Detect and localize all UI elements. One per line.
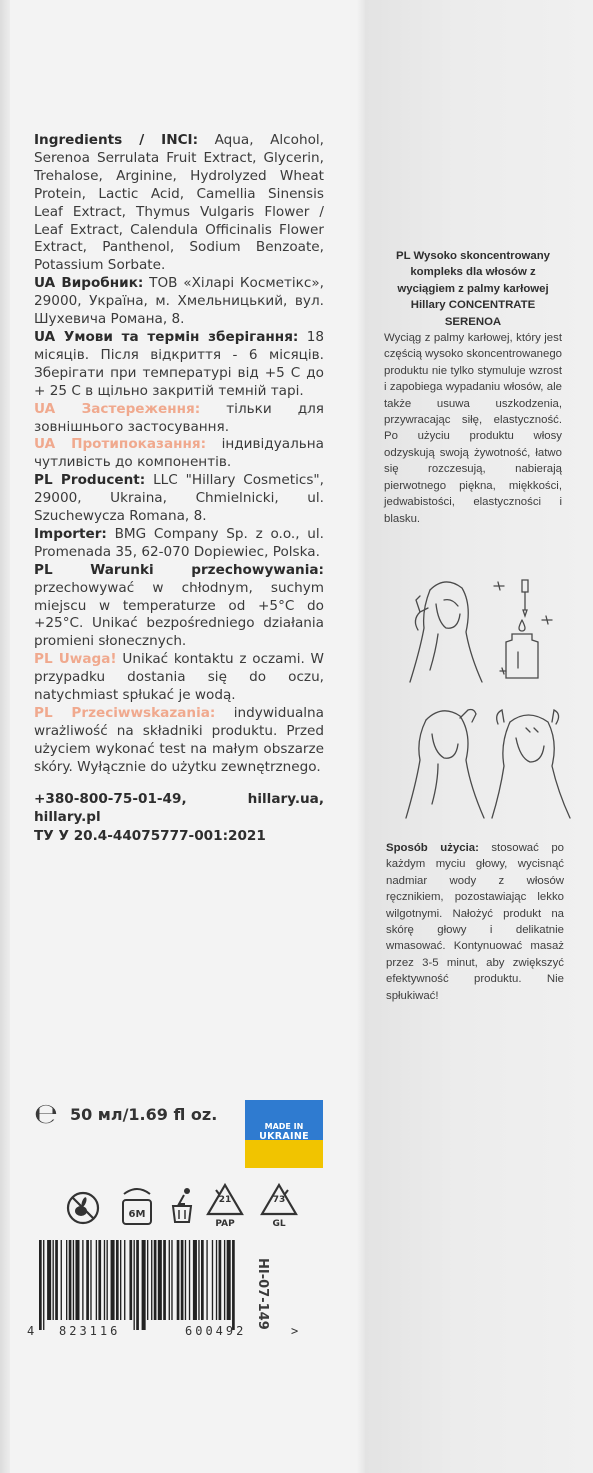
barcode-bar <box>98 1240 101 1320</box>
barcode-bar <box>185 1240 186 1320</box>
pl-producer-text: LLC "Hillary Cosmetics", 29000, Ukraina, Chmielnicki, ul. Szuchewycza Romana, 8. <box>34 472 324 525</box>
barcode-bar <box>90 1240 91 1320</box>
barcode-bar <box>47 1240 51 1320</box>
badge-line1: MADE IN <box>264 1122 304 1131</box>
barcode-bar <box>43 1240 44 1330</box>
pl-contra-paragraph <box>34 705 324 777</box>
inci-paragraph <box>34 132 324 275</box>
barcode-bar <box>53 1240 54 1320</box>
barcode-bar <box>219 1240 222 1320</box>
importer-text: BMG Company Sp. z o.o., ul. Promenada 35, 62-070 Dopiewiec, Polska. <box>34 525 324 560</box>
website-ua: hillary.ua, <box>247 790 324 807</box>
barcode-bar <box>66 1240 67 1320</box>
ua-contra-text: індивідуальна чутливість до компонентів. <box>34 436 324 471</box>
importer-paragraph <box>34 526 324 562</box>
ua-storage-label: UA Умови та термін зберігання: <box>34 328 299 345</box>
no-animal-testing-icon <box>65 1190 101 1230</box>
woman-applying-product-illustration <box>400 570 490 690</box>
gl-label: GL <box>272 1219 286 1229</box>
barcode-bar <box>111 1240 115 1320</box>
barcode-bar <box>61 1240 62 1320</box>
ua-contra-paragraph <box>34 436 324 472</box>
woman-spreading-product-illustration <box>398 700 490 822</box>
box-edge-shadow <box>0 0 10 1473</box>
label-text-block <box>34 132 324 846</box>
ua-contra-label: UA Протипоказання: <box>34 436 207 453</box>
pl-storage-paragraph <box>34 562 324 652</box>
woman-massaging-scalp-illustration <box>486 704 580 822</box>
made-in-ukraine-badge <box>245 1100 323 1168</box>
barcode-bar <box>142 1240 146 1330</box>
pao-label: 6M <box>128 1209 146 1220</box>
ua-producer-label: UA Виробник: <box>34 275 144 292</box>
barcode-bar <box>177 1240 180 1320</box>
dropper-bottle-illustration <box>488 576 558 686</box>
pap-label: PAP <box>215 1219 235 1229</box>
ua-storage-paragraph <box>34 329 324 401</box>
barcode-bar <box>154 1240 157 1320</box>
barcode-bar <box>193 1240 197 1320</box>
barcode-bar <box>86 1240 89 1320</box>
barcode-bar <box>212 1240 213 1320</box>
barcode-bar <box>158 1240 162 1320</box>
volume-text: 50 мл/1.69 fl oz. <box>69 1104 218 1124</box>
usage-label: Sposób użycia: <box>386 842 479 854</box>
recycle-paper-icon <box>205 1182 245 1229</box>
pl-warning-label: PL Uwaga! <box>34 651 117 668</box>
barcode-bar <box>227 1240 231 1320</box>
pl-contra-text: indywidualna wrażliwość na składniki produktu. Przed użyciem wykonać test na małym obszarze skóry. Wyłącznie do użytku zewnętrznego. <box>34 705 325 775</box>
ua-warning-paragraph <box>34 401 324 437</box>
barcode-bar <box>224 1240 225 1320</box>
ua-producer-text: ТОВ «Хіларі Косметікс», 29000, Україна, м. Хмельницький, вул. Шухевича Романа, 8. <box>34 275 324 328</box>
barcode-bar <box>39 1240 42 1330</box>
usage-text: stosować po każdym myciu głowy, wycisnąć nadmiar wody z włosów ręcznikiem, pozostawiając lekko wilgotnymi. Nałożyć produkt na skórę głowy i delikatnie wmasować. Kontynuować masaż przez 3-5 minut, aby zwiększyć efektywność produktu. Nie spłukiwać! <box>386 842 564 1002</box>
barcode-bar <box>136 1240 139 1330</box>
barcode-bar <box>169 1240 170 1320</box>
pl-storage-label: PL Warunki przechowywania: <box>34 561 324 578</box>
barcode-left-group: 823116 <box>59 1324 121 1338</box>
gl-number: 73 <box>272 1195 286 1205</box>
barcode-bar <box>198 1240 199 1320</box>
barcode-bar <box>107 1240 108 1320</box>
dispose-bin-icon <box>167 1186 197 1230</box>
pl-description-body: Wyciąg z palmy karłowej, który jest częścią wysoko skoncentrowanego produktu nie tylko stymuluje wzrost i zapobiega wypadaniu włosów, ale także usuwa uszkodzenia, przywracając siłę, elastyczność. Po użyciu produktu włosy odzyskują swoją żywotność, łatwo się rozczesują, nabierają pierwotnego piękna, miękkości, jedwabistości, elastyczności i blasku. <box>384 332 562 525</box>
open-jar-icon <box>119 1184 155 1232</box>
pl-warning-text: Unikać kontaktu z oczami. W przypadku dostania się do oczu, natychmiast spłukać je wodą. <box>34 651 325 704</box>
barcode-bar <box>82 1240 83 1320</box>
packaging-symbols <box>65 1182 335 1242</box>
estimated-sign-icon: ℮ <box>34 1097 58 1130</box>
barcode-trail-mark: > <box>291 1324 299 1338</box>
barcode-bar <box>163 1240 166 1320</box>
barcode-bar <box>171 1240 172 1320</box>
badge-yellow-half <box>245 1140 323 1168</box>
barcode-bar <box>206 1240 207 1320</box>
barcode-right-group: 600492 <box>185 1324 247 1338</box>
barcode-bar <box>69 1240 72 1320</box>
importer-label: Importer: <box>34 525 107 542</box>
phone-number: +380-800-75-01-49, <box>34 790 187 807</box>
inci-text: Aqua, Alcohol, Serenoa Serrulata Fruit Extract, Glycerin, Trehalose, Arginine, Hydrolyzed Wheat Protein, Lactic Acid, Camellia Sinensis Leaf Extract, Thymus Vulgaris Flower / Leaf Extract, Calendula Officinalis Flower Extract, Panthenol, Sodium Benzoate, Potassium Sorbate. <box>34 132 324 274</box>
contact-block <box>34 791 324 827</box>
inci-label: Ingredients / INCI: <box>34 132 199 148</box>
product-code: HI-07-149 <box>255 1258 270 1330</box>
barcode-bar <box>232 1240 235 1330</box>
barcode-bar <box>134 1240 135 1330</box>
tech-spec-code: ТУ У 20.4-44075777-001:2021 <box>34 828 266 845</box>
barcode-bar <box>189 1240 190 1320</box>
pl-description <box>384 248 562 527</box>
recycle-glass-icon <box>259 1182 299 1229</box>
badge-line2: UKRAINE <box>259 1131 309 1142</box>
contact-row <box>34 791 324 809</box>
ua-storage-text: 18 місяців. Після відкриття - 6 місяців. Зберігати при температурі від +5 С до + 25 С в щільно закритій темній тарі. <box>34 328 324 399</box>
barcode-bar <box>116 1240 119 1320</box>
pl-producer-label: PL Producent: <box>34 472 146 489</box>
barcode-bar <box>129 1240 132 1320</box>
barcode-bar <box>181 1240 184 1320</box>
barcode-bar <box>201 1240 204 1320</box>
pl-contra-label: PL Przeciwwskazania: <box>34 705 216 721</box>
ua-producer-paragraph <box>34 275 324 329</box>
ua-warning-label: UA Застереження: <box>34 400 201 417</box>
barcode-lead-digit: 4 <box>27 1324 35 1338</box>
barcode-bar <box>73 1240 74 1320</box>
barcode-bar <box>216 1240 217 1320</box>
barcode-bar <box>96 1240 97 1320</box>
barcode-bar <box>151 1240 152 1320</box>
pl-producer-paragraph <box>34 472 324 526</box>
barcode-bar <box>124 1240 125 1320</box>
barcode-bar <box>120 1240 121 1320</box>
usage-instructions <box>386 840 564 1004</box>
barcode-bar <box>104 1240 105 1320</box>
pl-warning-paragraph <box>34 651 324 705</box>
ua-warning-text: тільки для зовнішнього застосування. <box>34 400 324 435</box>
volume-line <box>34 1097 218 1130</box>
barcode-bar <box>75 1240 79 1320</box>
barcode-bar <box>55 1240 58 1320</box>
website-pl: hillary.pl <box>34 808 101 825</box>
barcode-bar <box>147 1240 148 1320</box>
pap-number: 21 <box>218 1195 232 1205</box>
pl-description-heading: PL Wysoko skoncentrowany kompleks dla włosów z wyciągiem z palmy karłowej Hillary CONCENTRATE SERENOA <box>395 250 551 328</box>
pl-storage-text: przechowywać w chłodnym, suchym miejscu w temperaturze od +5°C do +25°C. Unikać bezpośredniego działania promieni słonecznych. <box>34 579 324 650</box>
